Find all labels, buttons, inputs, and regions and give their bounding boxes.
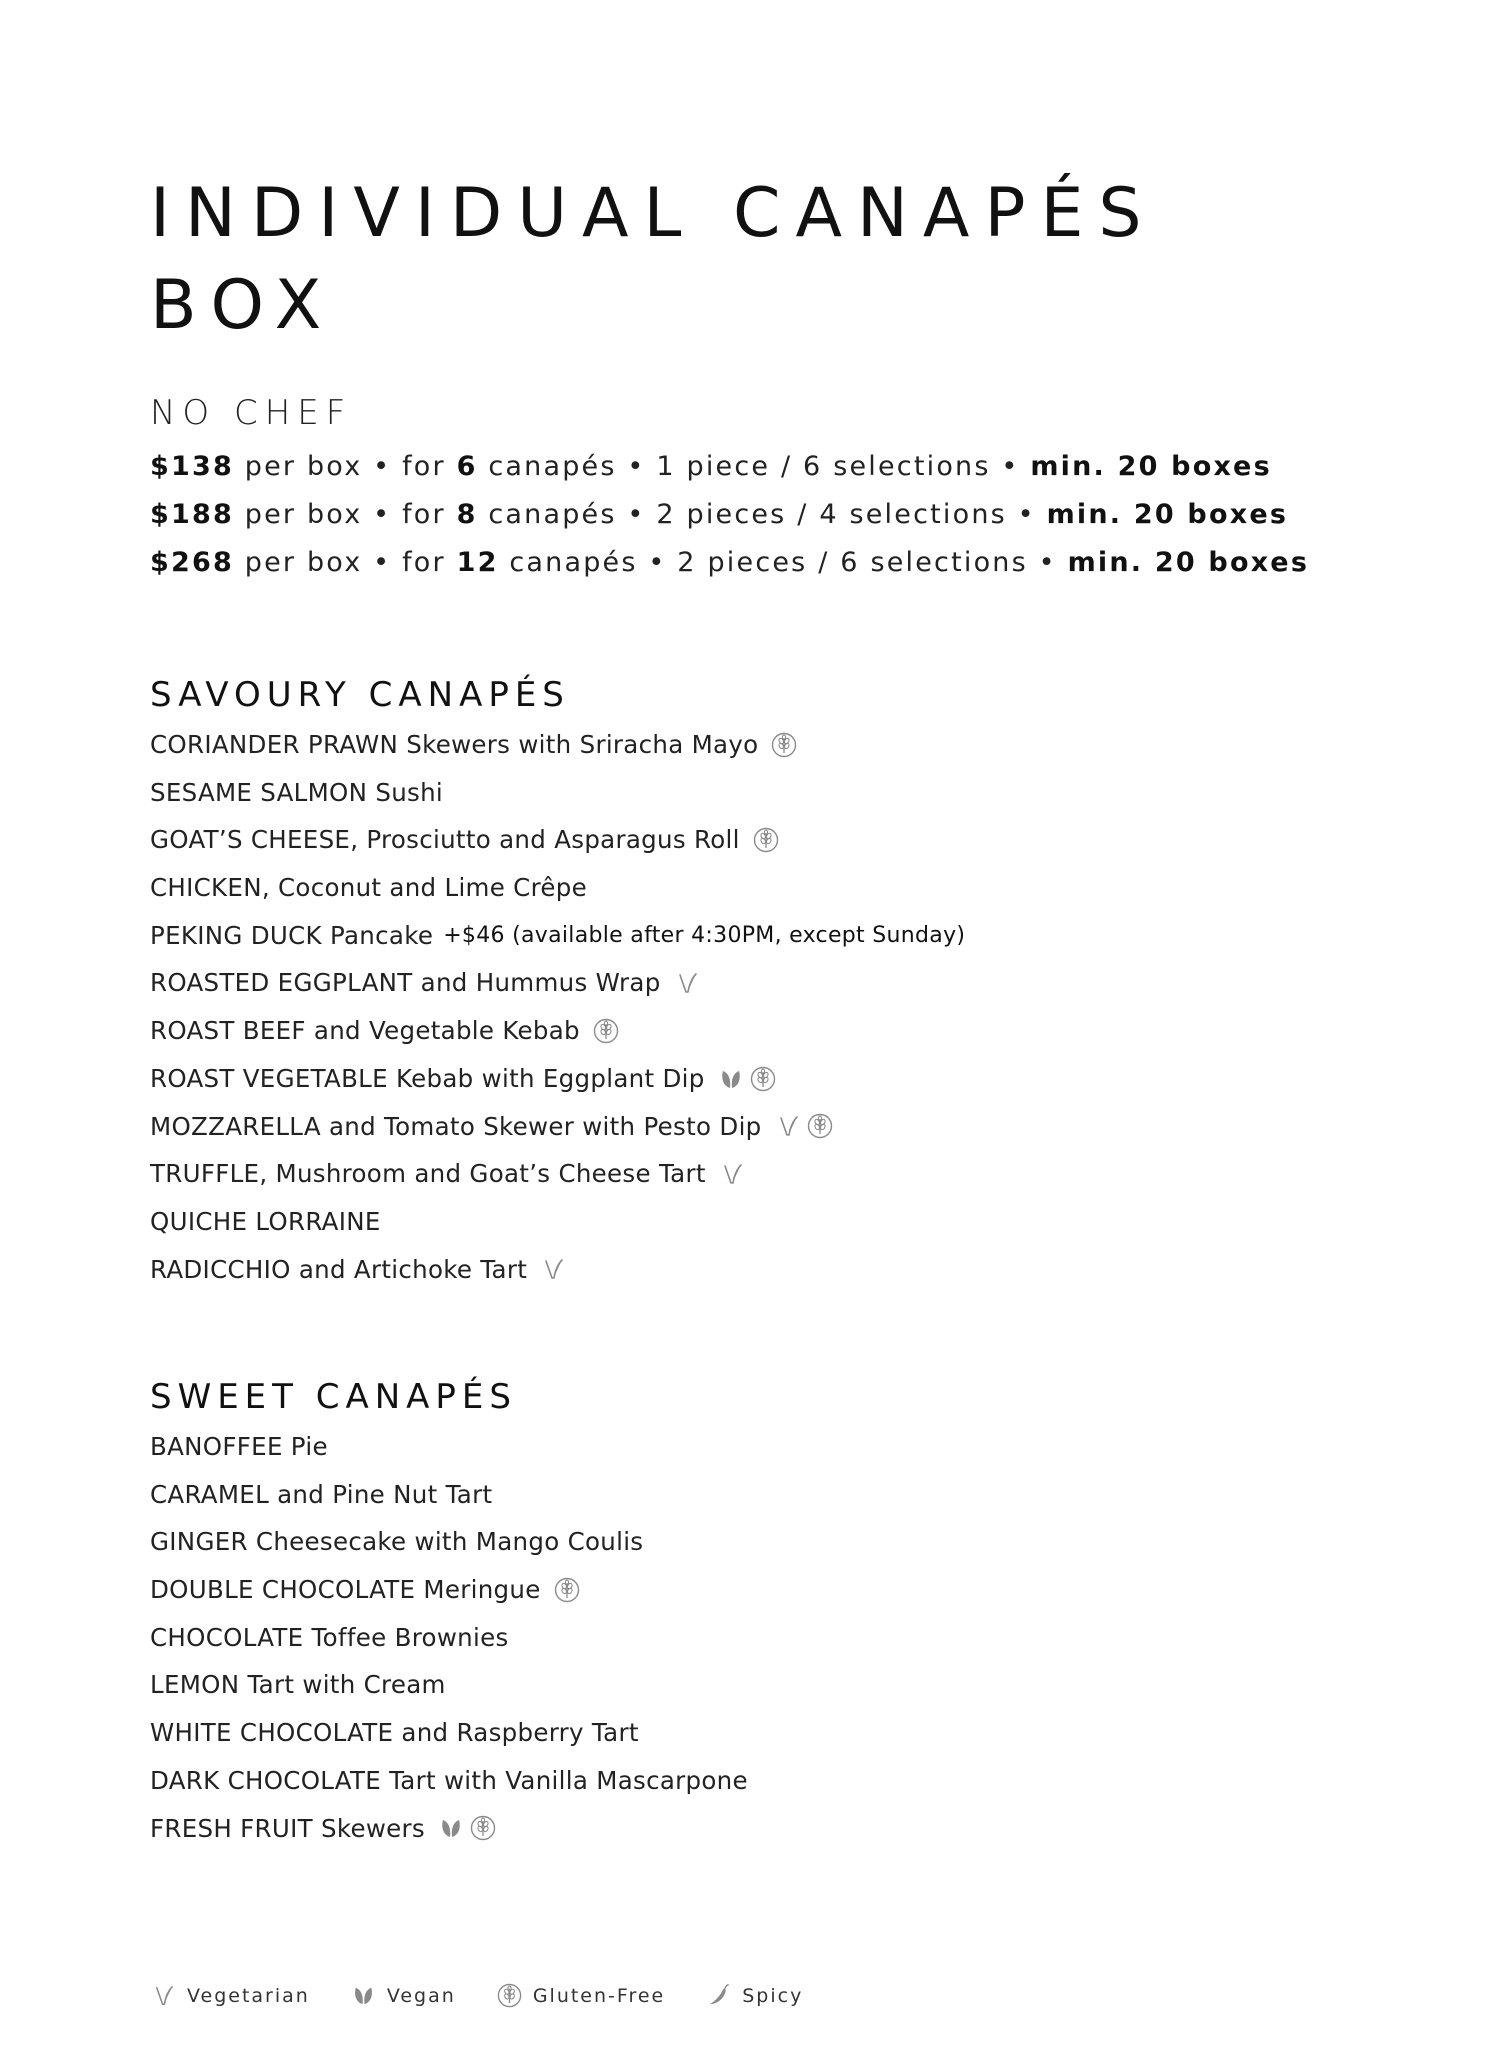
sweet-items: [150, 1423, 748, 1852]
pricing-option-2: [150, 491, 1309, 539]
dietary-icons: [774, 1112, 834, 1140]
dietary-icons: [717, 1065, 777, 1093]
savoury-items: [150, 721, 965, 1293]
canape-count: 12: [456, 547, 499, 578]
canape-count: 6: [456, 451, 478, 482]
legend-spicy: [705, 1982, 803, 2009]
menu-item-name: SESAME SALMON Sushi: [150, 777, 444, 807]
menu-item: [150, 1661, 748, 1709]
menu-item-name: MOZZARELLA and Tomato Skewer with Pesto Dip: [150, 1111, 762, 1141]
savoury-section: [150, 675, 965, 1293]
menu-item-name: CHOCOLATE Toffee Brownies: [150, 1622, 509, 1652]
menu-item: [150, 1614, 748, 1662]
dietary-legend: [150, 1982, 843, 2009]
menu-item: [150, 1757, 748, 1805]
vegetarian-icon: [150, 1982, 177, 2009]
menu-item-name: WHITE CHOCOLATE and Raspberry Tart: [150, 1718, 639, 1748]
menu-item-name: ROAST VEGETABLE Kebab with Eggplant Dip: [150, 1063, 705, 1093]
minimum-order: min. 20 boxes: [1046, 499, 1289, 530]
price-text: per box • for: [233, 451, 457, 482]
menu-item-name: CHICKEN, Coconut and Lime Crêpe: [150, 873, 588, 903]
menu-item: [150, 1709, 748, 1757]
menu-item-name: CARAMEL and Pine Nut Tart: [150, 1479, 493, 1509]
pricing-option-3: [150, 539, 1309, 587]
vegetarian-icon: [718, 1160, 746, 1188]
legend-label: Vegetarian: [187, 1984, 310, 2007]
menu-item: [150, 1150, 965, 1198]
menu-item: [150, 1805, 748, 1853]
menu-item: [150, 1423, 748, 1471]
price-text: canapés • 2 pieces / 6 selections •: [498, 547, 1068, 578]
menu-item-name: DARK CHOCOLATE Tart with Vanilla Mascarpone: [150, 1765, 748, 1795]
vegan-icon: [717, 1065, 745, 1093]
menu-item-name: ROAST BEEF and Vegetable Kebab: [150, 1016, 580, 1046]
legend-vegan: [350, 1982, 456, 2009]
menu-item-name: GINGER Cheesecake with Mango Coulis: [150, 1527, 644, 1557]
gluten-free-icon: [752, 826, 780, 854]
price-text: per box • for: [233, 499, 457, 530]
menu-item-name: GOAT’S CHEESE, Prosciutto and Asparagus Roll: [150, 825, 740, 855]
sweet-heading: SWEET CANAPÉS: [150, 1377, 517, 1417]
menu-item: [150, 1055, 965, 1103]
menu-item: [150, 864, 965, 912]
dietary-icons: [770, 731, 798, 759]
price: $188: [150, 499, 234, 530]
menu-item-name: DOUBLE CHOCOLATE Meringue: [150, 1575, 541, 1605]
page-title-line-2: BOX: [150, 266, 337, 345]
menu-item-name: RADICCHIO and Artichoke Tart: [150, 1254, 528, 1284]
menu-item-name: QUICHE LORRAINE: [150, 1206, 381, 1236]
menu-item-name: TRUFFLE, Mushroom and Goat’s Cheese Tart: [150, 1159, 706, 1189]
menu-item: [150, 816, 965, 864]
vegan-icon: [350, 1982, 377, 2009]
spicy-icon: [705, 1982, 732, 2009]
menu-item-name: BANOFFEE Pie: [150, 1432, 328, 1461]
menu-item: [150, 1246, 965, 1294]
menu-item: [150, 721, 965, 769]
menu-item-note: +$46 (available after 4:30PM, except Sunday): [443, 922, 966, 948]
price-text: canapés • 2 pieces / 4 selections •: [477, 499, 1047, 530]
vegetarian-icon: [539, 1255, 567, 1283]
menu-item-name: CORIANDER PRAWN Skewers with Sriracha Mayo: [150, 730, 759, 759]
vegetarian-icon: [774, 1112, 802, 1140]
dietary-icons: [592, 1017, 620, 1045]
menu-item: [150, 769, 965, 817]
minimum-order: min. 20 boxes: [1030, 451, 1272, 482]
vegetarian-icon: [673, 969, 701, 997]
menu-item-name: PEKING DUCK Pancake: [150, 920, 434, 950]
minimum-order: min. 20 boxes: [1067, 547, 1310, 578]
gluten-free-icon: [770, 731, 798, 759]
gluten-free-icon: [496, 1982, 523, 2009]
vegan-icon: [437, 1814, 465, 1842]
gluten-free-icon: [806, 1112, 834, 1140]
gluten-free-icon: [592, 1017, 620, 1045]
price: $268: [150, 547, 234, 578]
menu-item: [150, 1007, 965, 1055]
price: $138: [150, 451, 234, 482]
savoury-heading: SAVOURY CANAPÉS: [150, 675, 570, 715]
sweet-section: [150, 1377, 748, 1852]
dietary-icons: [673, 969, 701, 997]
gluten-free-icon: [749, 1065, 777, 1093]
legend-vegetarian: [150, 1982, 310, 2009]
dietary-icons: [539, 1255, 567, 1283]
menu-item: [150, 1103, 965, 1151]
gluten-free-icon: [469, 1814, 497, 1842]
menu-item-name: FRESH FRUIT Skewers: [150, 1813, 425, 1843]
canape-count: 8: [456, 499, 478, 530]
legend-gluten-free: [496, 1982, 665, 2009]
pricing-option-1: [150, 443, 1309, 491]
page-title-line-1: INDIVIDUAL CANAPÉS: [150, 174, 1157, 253]
gluten-free-icon: [553, 1576, 581, 1604]
menu-item: [150, 912, 965, 960]
menu-item: [150, 1518, 748, 1566]
price-text: per box • for: [233, 547, 457, 578]
legend-label: Gluten-Free: [532, 1984, 666, 2007]
menu-item: [150, 1198, 965, 1246]
price-text: canapés • 1 piece / 6 selections •: [477, 451, 1031, 482]
service-type-subtitle: NO CHEF: [150, 393, 353, 433]
dietary-icons: [553, 1576, 581, 1604]
dietary-icons: [437, 1814, 497, 1842]
menu-item-name: ROASTED EGGPLANT and Hummus Wrap: [150, 968, 661, 998]
legend-label: Spicy: [742, 1984, 804, 2007]
dietary-icons: [752, 826, 780, 854]
dietary-icons: [718, 1160, 746, 1188]
menu-item: [150, 1566, 748, 1614]
menu-item: [150, 1471, 748, 1519]
menu-item: [150, 959, 965, 1007]
menu-item-name: LEMON Tart with Cream: [150, 1670, 446, 1700]
legend-label: Vegan: [386, 1984, 456, 2007]
page-title: [150, 168, 1157, 352]
pricing-list: [150, 443, 1309, 587]
